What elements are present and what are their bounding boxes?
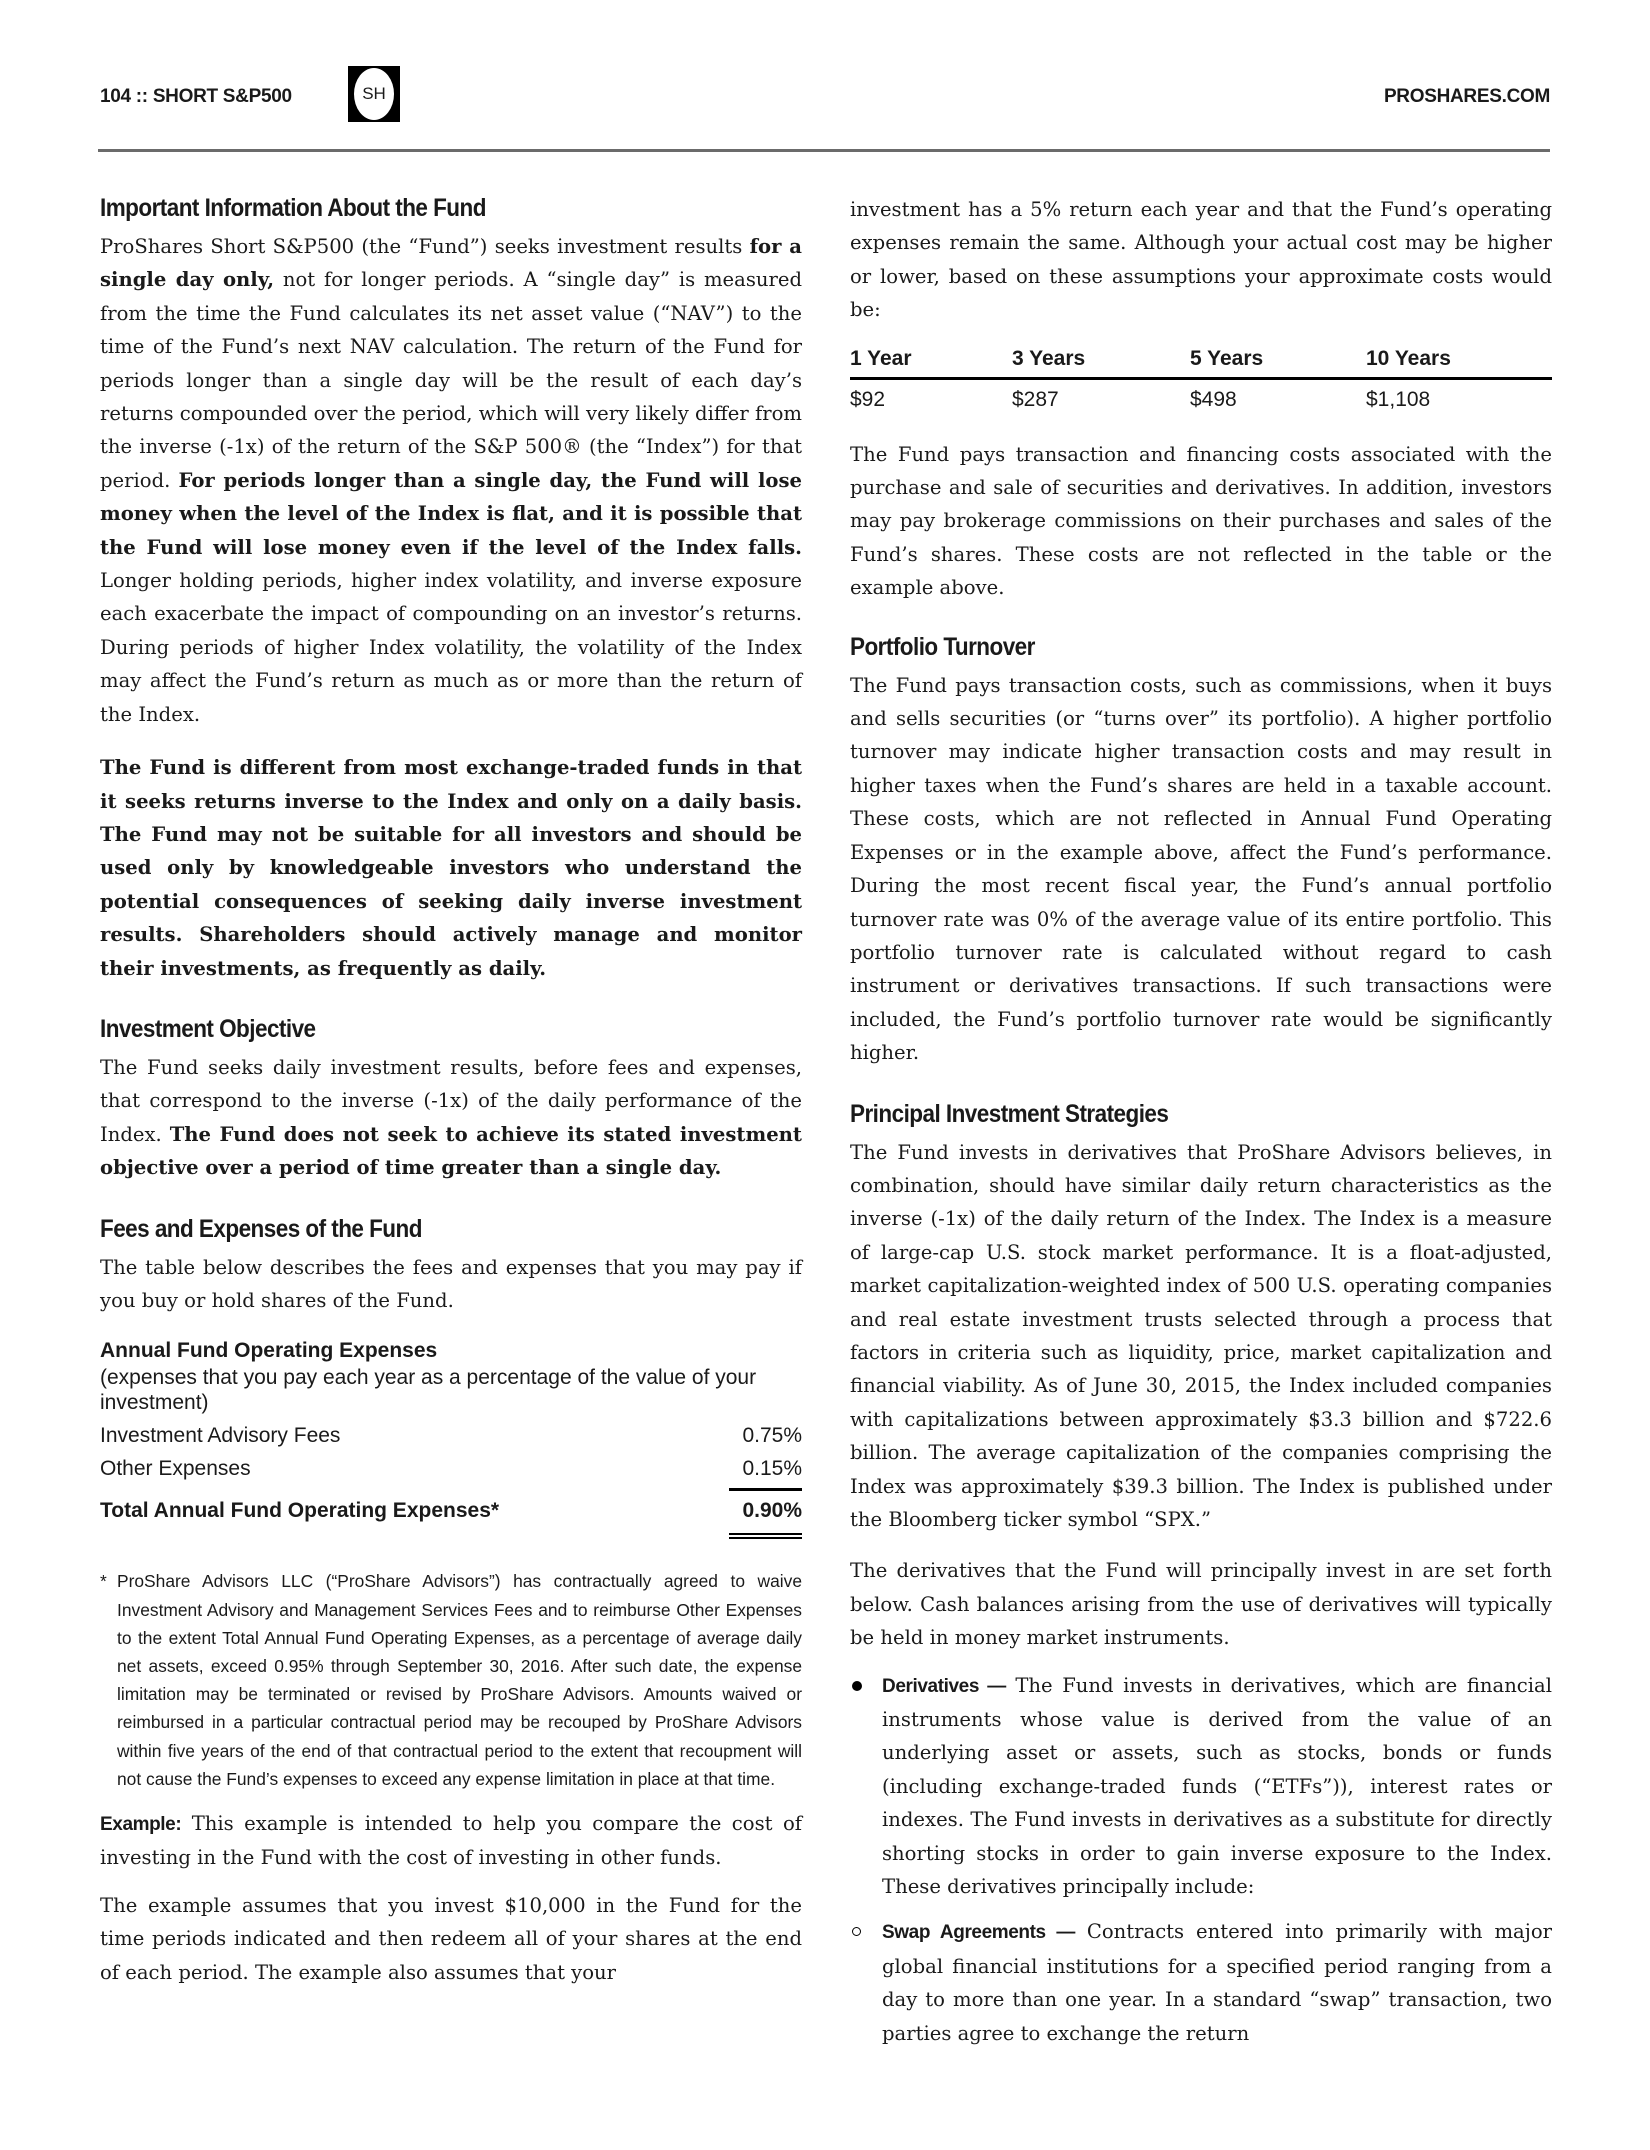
expenses-table-title: Annual Fund Operating Expenses bbox=[100, 1339, 438, 1363]
important-paragraph-1 bbox=[100, 230, 802, 731]
text: Longer holding periods, higher index volatility, and inverse exposure each exacerbate the impact of compounding on an investor’s returns. During periods of higher Index volatility, the volatility of the Index may affect the Fund’s return as much as or more than the return of the Index. bbox=[100, 569, 802, 726]
section-title-strategies: Principal Investment Strategies bbox=[850, 1099, 1169, 1128]
text-bold: For periods longer than a single day, the Fund will lose money when the level of the Index is flat, and it is possible that the Fund will lose money even if the level of the Index falls. bbox=[100, 468, 802, 559]
header-divider bbox=[98, 149, 1550, 152]
section-title-important: Important Information About the Fund bbox=[100, 194, 486, 222]
section-title-objective: Investment Objective bbox=[100, 1014, 316, 1043]
expense-value: 0.15% bbox=[742, 1457, 802, 1481]
footnote bbox=[100, 1567, 802, 1793]
sub-bullet-label: Swap Agreements — bbox=[882, 1922, 1075, 1944]
fees-paragraph: The table below describes the fees and expenses that you may pay if you buy or hold shares of the Fund. bbox=[100, 1255, 802, 1312]
expenses-table bbox=[100, 1337, 802, 1539]
turnover-paragraph: The Fund pays transaction costs, such as commissions, when it buys and sells securities (or “turns over” its portfolio). A higher portfolio turnover may indicate higher transaction costs and may result in higher taxes when the Fund’s shares are held in a taxable account. These costs, which are not reflected in Annual Fund Operating Expenses or in the example above, affect the Fund’s performance. During the most recent fiscal year, the Fund’s annual portfolio turnover rate was 0% of the average value of its entire portfolio. This portfolio turnover rate is calculated without regard to cash instrument or derivatives transactions. If such transactions were included, the Fund’s portfolio turnover rate would be significantly higher. bbox=[850, 673, 1552, 1065]
sub-bullet-text: Contracts entered into primarily with major global financial institutions for a specified period ranging from a day to more than one year. In a standard “swap” transaction, two parties agree to exchange the return bbox=[882, 1920, 1552, 2045]
table-cell: $92 bbox=[850, 387, 886, 411]
bullet-label: Derivatives — bbox=[882, 1675, 1006, 1697]
text-bold: for a single day only, bbox=[100, 235, 802, 292]
column-header: 3 Years bbox=[1012, 345, 1190, 380]
table-cell: $287 bbox=[1012, 387, 1059, 411]
expense-total-value: 0.90% bbox=[742, 1499, 802, 1523]
section-title-turnover: Portfolio Turnover bbox=[850, 632, 1035, 661]
expense-row bbox=[100, 1452, 802, 1485]
section-title-fees: Fees and Expenses of the Fund bbox=[100, 1214, 422, 1243]
text: ProShares Short S&P500 (the “Fund”) seeks investment results bbox=[100, 235, 750, 258]
text-bold: The Fund does not seek to achieve its stated investment objective over a period of time greater than a single day. bbox=[100, 1122, 802, 1180]
example-cost-table bbox=[850, 345, 1552, 412]
column-header: 10 Years bbox=[1366, 345, 1552, 380]
expense-total-label: Total Annual Fund Operating Expenses* bbox=[100, 1499, 500, 1523]
right-column bbox=[850, 193, 1552, 2050]
footnote-mark: * bbox=[100, 1571, 107, 1592]
ticker-text: SH bbox=[354, 68, 394, 120]
total-double-rule bbox=[729, 1533, 802, 1539]
ticker-badge bbox=[348, 66, 400, 122]
table-cell: $1,108 bbox=[1366, 387, 1431, 411]
text: The Fund seeks daily investment results, before fees and expenses, that correspond to the inverse (-1x) of the daily performance of the Index. bbox=[100, 1055, 802, 1146]
example-paragraph bbox=[100, 1807, 802, 1875]
expense-total-row bbox=[100, 1491, 802, 1531]
text: not for longer periods. A “single day” is measured from the time the Fund calculates its net asset value (“NAV”) to the time of the Fund’s next NAV calculation. The return of the Fund for periods longer than a single day will be the result of each day’s returns compounded over the period, which will very likely differ from the inverse (-1x) of the return of the S&P 500® (the “Index”) for that period. bbox=[100, 268, 803, 492]
sub-bullet-swaps bbox=[850, 1915, 1552, 2050]
expense-label: Investment Advisory Fees bbox=[100, 1424, 341, 1448]
expenses-table-subtitle: (expenses that you pay each year as a percentage of the value of your investment) bbox=[100, 1366, 757, 1415]
column-header: 1 Year bbox=[850, 345, 1012, 380]
bullet-text: The Fund invests in derivatives, which are financial instruments whose value is derived from the value of an underlying asset or assets, such as stocks, bonds or funds (including exchange-traded funds (“ETFs”)), interest rates or indexes. The Fund invests in derivatives as a substitute for directly shorting stocks in order to gain inverse exposure to the Index. These derivatives principally include: bbox=[882, 1673, 1552, 1899]
bullet-derivatives bbox=[850, 1669, 1552, 1904]
costs-paragraph: The Fund pays transaction and financing costs associated with the purchase and sale of securities and derivatives. In addition, investors may pay brokerage commissions on their purchases and sales of the Fund’s shares. These costs are not reflected in the table or the example above. bbox=[850, 442, 1552, 600]
example-label: Example: bbox=[100, 1814, 182, 1835]
strategies-paragraph-2: The derivatives that the Fund will principally invest in are set forth below. Cash balances arising from the use of derivatives will typically be held in money market instruments. bbox=[850, 1559, 1552, 1650]
expense-row bbox=[100, 1419, 802, 1452]
text: This example is intended to help you compare the cost of investing in the Fund with the cost of investing in other funds. bbox=[100, 1812, 802, 1870]
hollow-bullet-icon bbox=[852, 1927, 861, 1936]
bullet-icon bbox=[852, 1681, 862, 1691]
left-column bbox=[100, 190, 802, 1989]
example-assumptions-paragraph: The example assumes that you invest $10,000 in the Fund for the time periods indicated and then redeem all of your shares at the end of each period. The example also assumes that your bbox=[100, 1893, 802, 1984]
strategies-paragraph-1: The Fund invests in derivatives that ProShare Advisors believes, in combination, should have similar daily return characteristics as the inverse (-1x) of the daily return of the Index. The Index is a measure of large-cap U.S. stock market performance. It is a float-adjusted, market capitalization-weighted index of 500 U.S. operating companies and real estate investment trusts selected through a process that factors in criteria such as liquidity, price, market capitalization and financial viability. As of June 30, 2015, the Index included companies with capitalizations between approximately $3.3 billion and $722.6 billion. The average capitalization of the companies comprising the Index was approximately $39.3 billion. The Index is published under the Bloomberg ticker symbol “SPX.” bbox=[850, 1140, 1552, 1531]
important-paragraph-2: The Fund is different from most exchange-traded funds in that it seeks returns inverse to the Index and only on a daily basis. The Fund may not be suitable for all investors and should be used only by knowledgeable investors who understand the potential consequences of seeking daily inverse investment results. Shareholders should actively manage and monitor their investments, as frequently as daily. bbox=[100, 756, 802, 980]
expense-label: Other Expenses bbox=[100, 1457, 251, 1481]
expense-value: 0.75% bbox=[742, 1424, 802, 1448]
site-link[interactable]: PROSHARES.COM bbox=[1383, 86, 1550, 107]
page-label: 104 :: SHORT S&P500 bbox=[100, 86, 292, 107]
table-cell: $498 bbox=[1190, 387, 1237, 411]
footnote-text: ProShare Advisors LLC (“ProShare Advisors”) has contractually agreed to waive Investment Advisory and Management Services Fees and to reimburse Other Expenses to the extent Total Annual Fund Operating Expenses, as a percentage of average daily net assets, exceed 0.95% through September 30, 2016. After such date, the expense limitation may be terminated or revised by ProShare Advisors. Amounts waived or reimbursed in a particular contractual period may be recouped by ProShare Advisors within five years of the end of that contractual period to the extent that recoupment will not cause the Fund’s expenses to exceed any expense limitation in place at that time. bbox=[117, 1571, 802, 1789]
column-header: 5 Years bbox=[1190, 345, 1366, 380]
objective-paragraph bbox=[100, 1051, 802, 1185]
example-assumptions-continued: investment has a 5% return each year and that the Fund’s operating expenses remain the same. Although your actual cost may be higher or lower, based on these assumptions your approximate costs would be: bbox=[850, 198, 1552, 322]
